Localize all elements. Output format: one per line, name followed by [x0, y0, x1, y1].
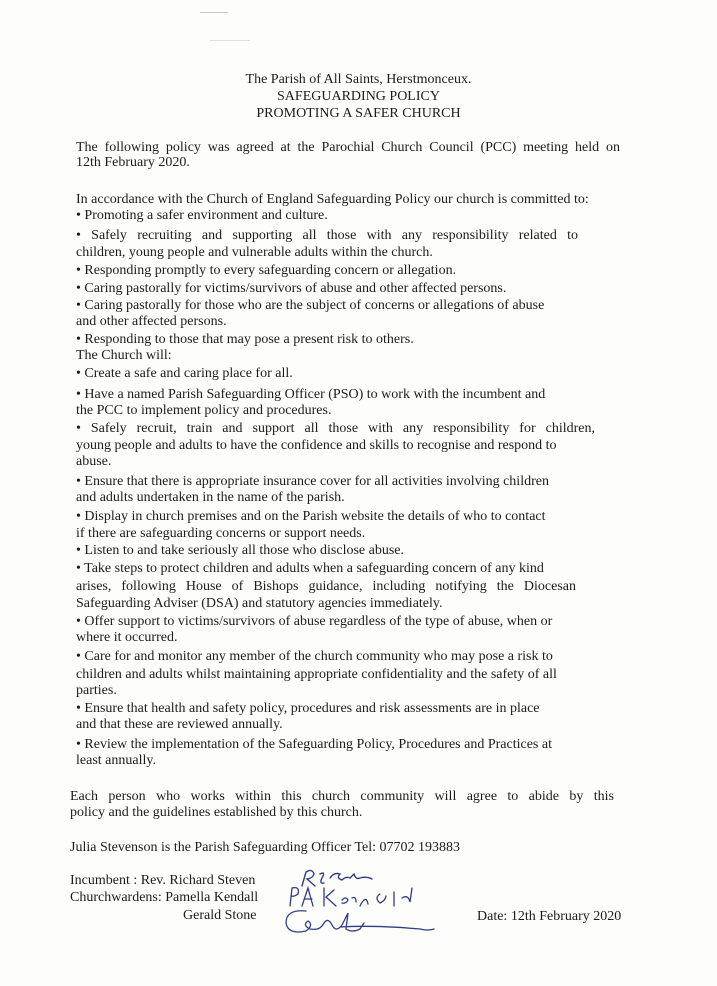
churchwarden-second-name: Gerald Stone	[183, 908, 257, 923]
church-will-line: • Review the implementation of the Safeguarding Policy, Procedures and Practices at	[76, 737, 552, 752]
church-will-line: • Create a safe and caring place for all.	[76, 366, 293, 381]
church-will-line: where it occurred.	[76, 630, 178, 645]
church-will-line: • Ensure that health and safety policy, procedures and risk assessments are in place	[76, 701, 540, 716]
church-will-line: • Listen to and take seriously all those who disclose abuse.	[76, 543, 405, 558]
church-will-line: • Display in church premises and on the Parish website the details of who to contact	[76, 509, 546, 524]
commitment-line: • Caring pastorally for those who are the subject of concerns or allegations of abuse	[76, 298, 545, 313]
safeguarding-officer-line: Julia Stevenson is the Parish Safeguarding Officer Tel: 07702 193883	[70, 840, 461, 855]
church-will-line: • Offer support to victims/survivors of abuse regardless of the type of abuse, when or	[76, 614, 553, 629]
church-will-line: abuse.	[76, 454, 112, 469]
commitment-line: • Responding promptly to every safeguarding concern or allegation.	[76, 263, 457, 278]
church-will-line: • Take steps to protect children and adults when a safeguarding concern of any kind	[76, 561, 544, 576]
commitment-line: and other affected persons.	[76, 314, 227, 329]
parish-name: The Parish of All Saints, Herstmonceux.	[245, 72, 472, 87]
church-will-line: children and adults whilst maintaining appropriate confidentiality and the safety of all	[76, 667, 557, 682]
commitment-intro: In accordance with the Church of England Safeguarding Policy our church is committed to:	[76, 192, 589, 207]
church-will-line: if there are safeguarding concerns or support needs.	[76, 526, 366, 541]
commitment-line: • Caring pastorally for victims/survivors of abuse and other affected persons.	[76, 281, 507, 296]
church-will-line: • Safely recruit, train and support all those with any responsibility for children,	[76, 421, 595, 436]
church-will-heading: The Church will:	[76, 348, 172, 363]
church-will-line: young people and adults to have the confidence and skills to recognise and respond to	[76, 438, 557, 453]
church-will-line: Safeguarding Adviser (DSA) and statutory agencies immediately.	[76, 596, 443, 611]
closing-line: Each person who works within this church community will agree to abide by this	[70, 789, 614, 804]
church-will-line: arises, following House of Bishops guidance, including notifying the Diocesan	[76, 579, 576, 594]
policy-title: SAFEGUARDING POLICY	[277, 89, 440, 104]
intro-line: The following policy was agreed at the Parochial Church Council (PCC) meeting held on	[76, 140, 620, 155]
churchwarden-signature-stone	[280, 903, 440, 939]
commitment-line: • Promoting a safer environment and culture.	[76, 208, 328, 223]
church-will-line: the PCC to implement policy and procedures.	[76, 403, 332, 418]
church-will-line: and that these are reviewed annually.	[76, 717, 283, 732]
commitment-line: • Safely recruiting and supporting all those with any responsibility related to	[76, 228, 578, 243]
incumbent-line: Incumbent : Rev. Richard Steven	[70, 873, 256, 888]
scan-artifact-line	[200, 12, 228, 13]
policy-subtitle: PROMOTING A SAFER CHURCH	[256, 106, 461, 121]
commitment-line: children, young people and vulnerable adults within the church.	[76, 245, 433, 260]
church-will-line: least annually.	[76, 753, 156, 768]
church-will-line: parties.	[76, 683, 117, 698]
signature-date: Date: 12th February 2020	[477, 909, 622, 924]
churchwardens-line: Churchwardens: Pamella Kendall	[70, 890, 259, 905]
church-will-line: • Ensure that there is appropriate insurance cover for all activities involving children	[76, 474, 549, 489]
church-will-line: • Have a named Parish Safeguarding Officer (PSO) to work with the incumbent and	[76, 387, 546, 402]
intro-line: 12th February 2020.	[76, 155, 190, 170]
document-header	[0, 71, 717, 122]
commitment-line: • Responding to those that may pose a present risk to others.	[76, 332, 414, 347]
church-will-line: and adults undertaken in the name of the parish.	[76, 490, 345, 505]
closing-line: policy and the guidelines established by this church.	[70, 805, 363, 820]
church-will-line: • Care for and monitor any member of the church community who may pose a risk to	[76, 649, 553, 664]
scan-artifact-line	[210, 40, 250, 41]
